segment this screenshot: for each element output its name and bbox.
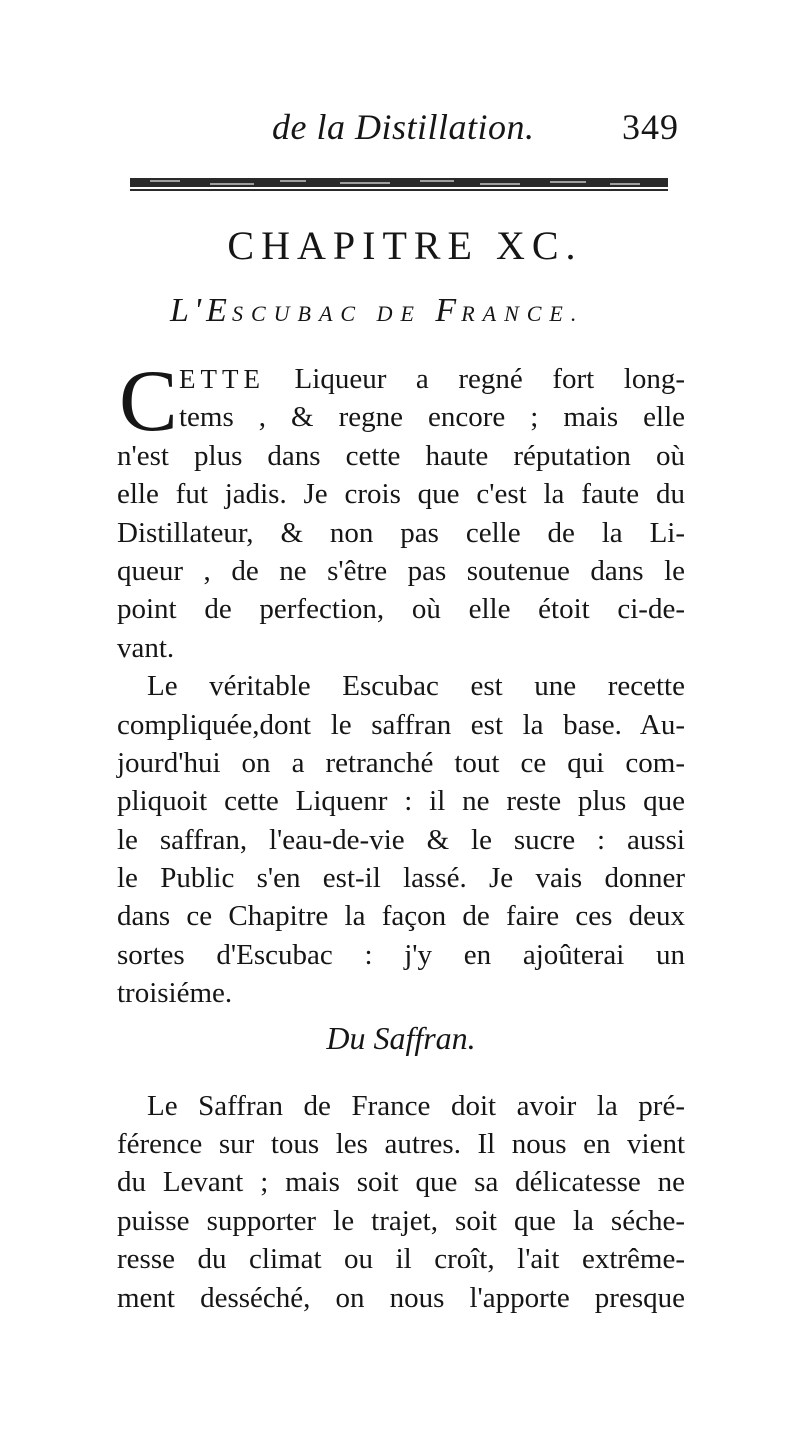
text-line: n'est plus dans cette haute réputation où xyxy=(117,439,685,472)
chapter-title: CHAPITRE XC. xyxy=(227,223,583,268)
text-line: du Levant ; mais soit que sa délicatesse ne xyxy=(117,1166,685,1199)
page-number: 349 xyxy=(622,107,679,147)
paragraph-3 xyxy=(117,1087,685,1317)
text-line: sortes d'Escubac : j'y en ajoûterai un xyxy=(117,938,685,971)
subtitle-smallcaps-2: RANCE. xyxy=(461,301,585,326)
text-line: jourd'hui on a retranché tout ce qui com- xyxy=(117,746,685,779)
text-line: puisse supporter le trajet, soit que la séche- xyxy=(117,1204,685,1237)
text-line: vant. xyxy=(117,631,175,664)
paragraph-2 xyxy=(117,667,685,1013)
text-line: férence sur tous les autres. Il nous en vient xyxy=(117,1128,685,1161)
text-line: point de perfection, où elle étoit ci-de- xyxy=(117,593,685,626)
section-heading: Du Saffran. xyxy=(326,1019,476,1056)
text-line: queur , de ne s'être pas soutenue dans le xyxy=(117,554,685,587)
text-line: Distillateur, & non pas celle de la Li- xyxy=(117,516,685,549)
subtitle-smallcaps: SCUBAC DE xyxy=(231,301,422,326)
text-line: troisiéme. xyxy=(117,977,233,1010)
chapter-subtitle xyxy=(170,292,584,330)
paragraph-1 xyxy=(117,353,685,667)
text-line: Le Saffran de France doit avoir la pré- xyxy=(147,1089,685,1122)
text-body xyxy=(117,353,685,1317)
text-line: le Public s'en est-il lassé. Je vais donner xyxy=(117,862,685,895)
text-line: ment desséché, on nous l'apporte presque xyxy=(117,1281,685,1314)
text-line: dans ce Chapitre la façon de faire ces deux xyxy=(117,900,685,933)
text-line: ETTE Liqueur a regné fort long- xyxy=(179,363,685,395)
subtitle-initial: L'E xyxy=(170,292,232,329)
text-line: Le véritable Escubac est une recette xyxy=(147,670,685,703)
text-line: pliquoit cette Liquenr : il ne reste plus que xyxy=(117,785,685,818)
running-title: de la Distillation. xyxy=(272,107,535,147)
page-header xyxy=(0,98,800,158)
text-line: resse du climat ou il croît, l'ait extrême- xyxy=(117,1243,685,1276)
ornamental-rule xyxy=(130,176,668,194)
text-line: elle fut jadis. Je crois que c'est la faute du xyxy=(117,478,685,511)
text-line: tems , & regne encore ; mais elle xyxy=(179,401,685,434)
text-line: compliquée,dont le saffran est la base. Au- xyxy=(117,708,685,741)
text-line: le saffran, l'eau-de-vie & le sucre : aussi xyxy=(117,823,685,856)
subtitle-initial-2: F xyxy=(435,292,462,329)
drop-cap: C xyxy=(119,353,178,450)
